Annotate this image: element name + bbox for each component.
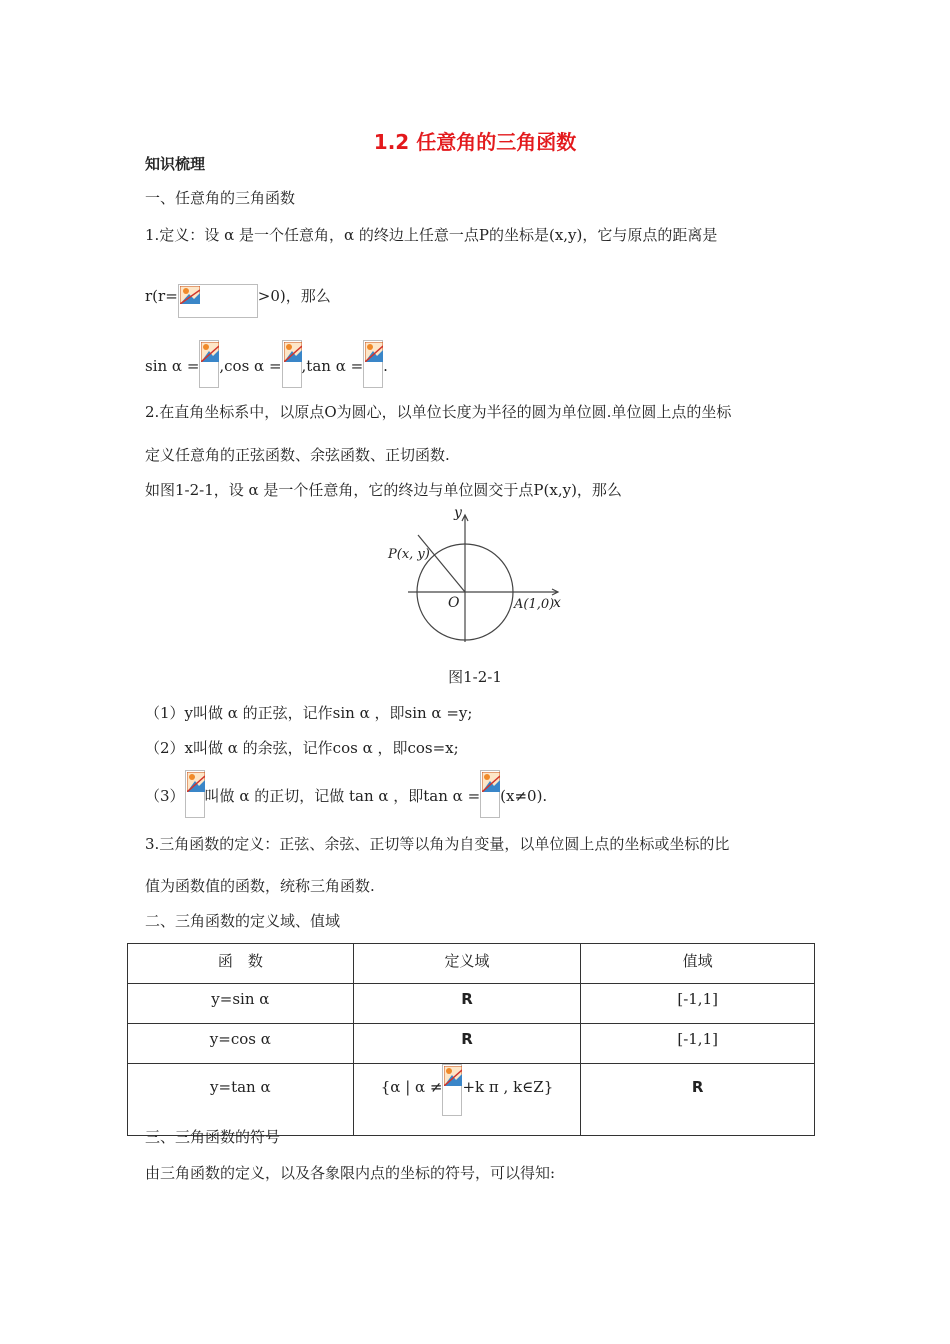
- table-header-cell: 定义域: [353, 944, 581, 984]
- part1-heading: 一、任意角的三角函数: [145, 189, 296, 207]
- table-cell-domain: [353, 1064, 581, 1136]
- tan-label: ,tan α =: [301, 357, 364, 375]
- table-row: [128, 1064, 815, 1136]
- table-header-cell: 值域: [581, 944, 815, 984]
- tan-ratio-image-icon: [185, 770, 205, 818]
- part2-heading: 二、三角函数的定义域、值域: [145, 912, 341, 930]
- tan-formula-image-icon: [363, 340, 383, 388]
- cos-label: ,cos α =: [219, 357, 282, 375]
- page-title: 1.2 任意角的三角函数: [373, 130, 577, 154]
- part3-text: 由三角函数的定义，以及各象限内点的坐标的符号，可以得知:: [145, 1164, 556, 1182]
- table-cell-domain: R: [353, 984, 581, 1024]
- table-row: [128, 984, 815, 1024]
- definition-2-line-2: 定义任意角的正弦函数、余弦函数、正切函数.: [145, 446, 450, 464]
- item-3-prefix: （3）: [145, 787, 185, 805]
- tan-domain-prefix: {α | α ≠: [380, 1078, 443, 1096]
- point-a-label: A(1,0): [514, 597, 555, 612]
- section-heading: 知识梳理: [145, 155, 206, 173]
- tan-domain-suffix: +k π , k∈Z}: [462, 1078, 554, 1096]
- formula-image-placeholder-icon: [178, 284, 258, 318]
- cos-formula-image-icon: [282, 340, 302, 388]
- table-cell-function: y=tan α: [128, 1064, 354, 1136]
- terminal-side: [418, 535, 465, 592]
- sin-formula-image-icon: [199, 340, 219, 388]
- item-3-suffix: (x≠0).: [500, 787, 548, 805]
- trig-line-period: .: [383, 357, 388, 375]
- figure-caption: 图1-2-1: [448, 668, 502, 686]
- sin-label: sin α =: [145, 357, 200, 375]
- part3-heading: 三、三角函数的符号: [145, 1128, 281, 1146]
- item-1: （1）y叫做 α 的正弦，记作sin α ，即sin α =y;: [145, 704, 473, 722]
- table-header-cell: 函 数: [128, 944, 354, 984]
- table-row: [128, 1024, 815, 1064]
- table-cell-range: [-1,1]: [581, 984, 815, 1024]
- table-cell-domain: R: [353, 1024, 581, 1064]
- table-cell-range: R: [581, 1064, 815, 1136]
- table-cell-function: y=sin α: [128, 984, 354, 1024]
- table-header-row: [128, 944, 815, 984]
- trig-definitions-line: [145, 340, 388, 390]
- definition-2-line-3: 如图1-2-1，设 α 是一个任意角，它的终边与单位圆交于点P(x,y)，那么: [145, 481, 622, 499]
- half-pi-image-icon: [442, 1064, 462, 1116]
- r-formula-suffix: >0)，那么: [257, 287, 331, 305]
- point-p-label: P(x, y): [388, 547, 430, 562]
- item-3: [145, 770, 547, 820]
- table-cell-function: y=cos α: [128, 1024, 354, 1064]
- definition-3-line-1: 3.三角函数的定义：正弦、余弦、正切等以角为自变量，以单位圆上点的坐标或坐标的比: [145, 835, 730, 853]
- domain-range-table: [127, 943, 815, 1136]
- table-cell-range: [-1,1]: [581, 1024, 815, 1064]
- tan-value-image-icon: [480, 770, 500, 818]
- definition-2-line-1: 2.在直角坐标系中，以原点O为圆心，以单位长度为半径的圆为单位圆.单位圆上点的坐标: [145, 403, 732, 421]
- x-axis-label: x: [553, 595, 561, 611]
- r-formula-prefix: r(r=: [145, 287, 178, 305]
- y-axis-label: y: [454, 505, 462, 521]
- unit-circle-figure: [380, 505, 570, 649]
- definition-3-line-2: 值为函数值的函数，统称三角函数.: [145, 877, 375, 895]
- item-3-middle: 叫做 α 的正切，记做 tan α ，即tan α =: [204, 787, 481, 805]
- item-2: （2）x叫做 α 的余弦，记作cos α ，即cos=x;: [145, 739, 459, 757]
- origin-label: O: [448, 595, 460, 611]
- definition-1-line-2: [145, 286, 331, 318]
- definition-1-line-1: 1.定义：设 α 是一个任意角，α 的终边上任意一点P的坐标是(x,y)，它与原点的距离是: [145, 226, 718, 244]
